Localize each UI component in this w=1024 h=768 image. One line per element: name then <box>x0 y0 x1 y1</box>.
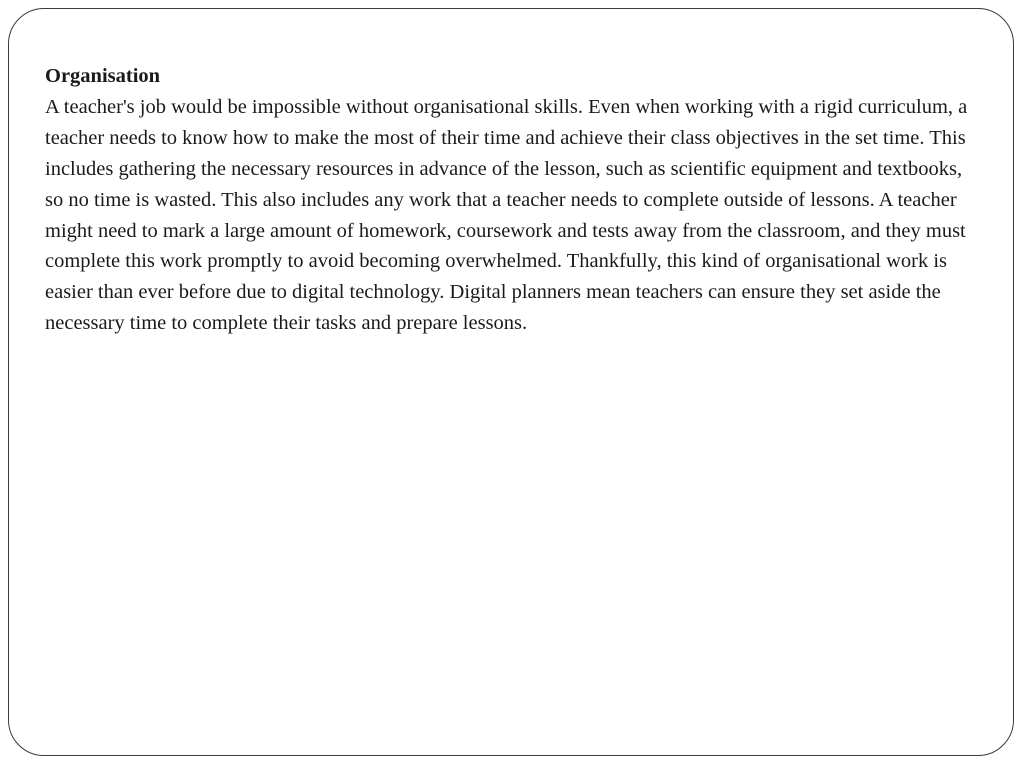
section-heading: Organisation <box>45 65 161 87</box>
body-paragraph: A teacher's job would be impossible without organisational skills. Even when working with a rigid curriculum, a teacher needs to know how to make the most of their time and achieve their class objectives in the set time. This includes gathering the necessary resources in advance of the lesson, such as scientific equipment and textbooks, so no time is wasted. This also includes any work that a teacher needs to complete outside of lessons. A teacher might need to mark a large amount of homework, coursework and tests away from the classroom, and they must complete this work promptly to avoid becoming overwhelmed. Thankfully, this kind of organisational work is easier than ever before due to digital technology. Digital planners mean teachers can ensure they set aside the necessary time to complete their tasks and prepare lessons. <box>45 95 968 335</box>
slide-content <box>45 61 981 339</box>
slide-frame <box>8 8 1014 756</box>
